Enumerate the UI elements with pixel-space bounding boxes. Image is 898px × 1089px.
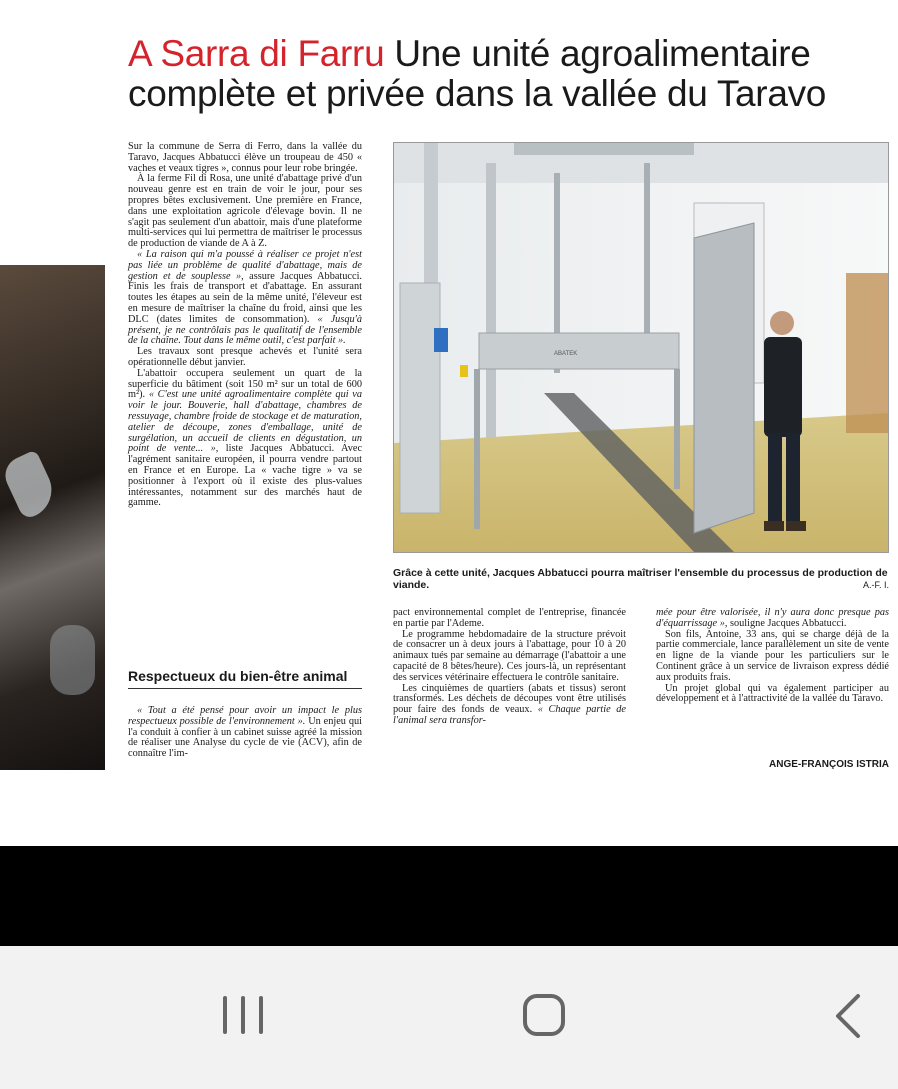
photo-credit: A.-F. I.: [862, 580, 889, 590]
paragraph: Un projet global qui va également participer au développement et à l'attractivité de la vallée du Taravo.: [656, 682, 889, 705]
paragraph: Sur la commune de Serra di Ferro, dans la vallée du Taravo, Jacques Abbatucci élève un troupeau de 450 « vaches et veaux tigres », connus pour leur robe bringée.: [128, 141, 362, 174]
author-byline: ANGE-FRANÇOIS ISTRIA: [769, 759, 889, 770]
title-place: A Sarra di Farru: [128, 33, 385, 74]
abattoir-photo: [393, 142, 889, 553]
paragraph: Les travaux sont presque achevés et l'unité sera opérationnelle début janvier.: [128, 346, 362, 368]
title-line1: Une unité agroalimentaire: [394, 33, 811, 74]
subhead-rule: [128, 688, 362, 689]
android-nav-bar: [0, 946, 898, 1089]
photo-caption: Grâce à cette unité, Jacques Abbatucci pourra maîtriser l'ensemble du processus de production de viande.: [393, 567, 888, 591]
back-icon[interactable]: [830, 992, 866, 1042]
paragraph: Le programme hebdomadaire de la structure prévoit de consacrer un à deux jours à l'abattage, pour 10 à 20 animaux tués par semaine au démarrage (l'abattoir a une capacité de 8 bêtes/heure). Ces jours-là, un représentant des services vétérinaire effectuera le contrôle sanitaire.: [393, 628, 626, 683]
left-cropped-photo: [0, 265, 105, 770]
home-icon[interactable]: [521, 992, 571, 1042]
article-title: [128, 34, 888, 114]
column-1-continued: [128, 706, 362, 760]
viewer-black-bar: [0, 846, 898, 946]
paragraph: Les cinquièmes de quartiers (abats et tissus) seront transformés. Les déchets de découpes vont être utilisés pour faire des fonds de veaux. « Chaque partie de l'animal sera transfor-: [393, 682, 627, 726]
column-2: [393, 608, 626, 727]
paragraph: « Tout a été pensé pour avoir un impact le plus respectueux possible de l'environnement ». Un enjeu qui l'a conduit à confier à un cabinet suisse agréé la mission de réaliser une Analyse du cycle de vie (ACV), afin de connaître l'im-: [128, 705, 362, 760]
paragraph: « La raison qui m'a poussé à réaliser ce projet n'est pas liée un problème de qualité d'abattage, mais de gestion et de souplesse », assure Jacques Abbatucci. Finis les frais de transport et d'abattage. En assurant toutes les étapes au sein de la même unité, l'éleveur est en mesure de maîtriser la chaîne du froid, ainsi que les DLC (dates limites de consommation). « Jusqu'à présent, je ne contrôlais pas le qualitatif de l'ensemble de la chaîne. Tout dans le même outil, c'est parfait ».: [128, 248, 363, 347]
paragraph: À la ferme Fil di Rosa, une unité d'abattage privé d'un nouveau genre est en train de voir le jour, pour ses propres bêtes exclusivement. Une première en France, dans une exploitation agricole d'élevage bovin. Il ne s'agit pas seulement d'un abattoir, mais d'une plateforme multi-services qui lui permettra de maîtriser le processus de production de viande de A à Z.: [128, 173, 362, 250]
photo-sign: ABATEK: [554, 351, 578, 357]
column-3: [656, 608, 889, 705]
paragraph: L'abattoir occupera seulement un quart de la superficie du bâtiment (soit 150 m² sur un total de 600 m²). « C'est une unité agroalimentaire complète qui va voir le jour. Bouverie, hall d'abattage, chambres de ressuyage, chambre froide de stockage et de maturation, atelier de découpe, zones d'emballage, unité de surgélation, un accueil de clients en dégustation, un point de vente... », liste Jacques Abbatucci. Avec l'agrément sanitaire européen, il pourra vendre partout en France et en Europe. La « vache tigre » va se positionner à l'export où il existe des plus-values intéressantes, notamment sur des marchés haut de gamme.: [128, 367, 363, 509]
column-1: [128, 142, 362, 509]
paragraph: mée pour être valorisée, il n'y aura donc presque pas d'équarrissage », souligne Jacques Abbatucci.: [656, 607, 889, 629]
paragraph: Son fils, Antoine, 33 ans, qui se charge déjà de la partie commerciale, lance parallèlement un site de vente en ligne de la viande pour les particuliers sur le Continent grâce à un service de livraison express dédié aux produits frais.: [656, 628, 889, 683]
title-line2: complète et privée dans la vallée du Taravo: [128, 73, 827, 114]
paragraph: pact environnemental complet de l'entreprise, financée en partie par l'Ademe.: [393, 607, 626, 629]
recents-icon[interactable]: [221, 992, 267, 1042]
section-subhead: Respectueux du bien-être animal: [128, 668, 348, 684]
